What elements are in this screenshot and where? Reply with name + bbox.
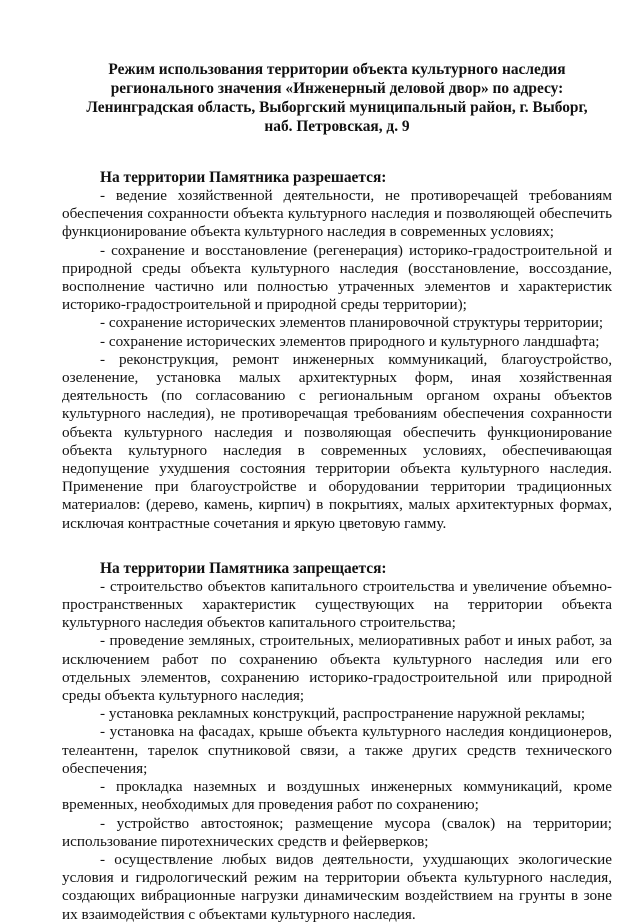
- allowed-section: [62, 168, 612, 533]
- allowed-heading: На территории Памятника разрешается:: [100, 169, 387, 186]
- allowed-item: - реконструкция, ремонт инженерных коммуникаций, благоустройство, озеленение, установка малых архитектурных форм, иная хозяйственная деятельность (по согласованию с региональным органом охраны объектов культурного наследия), не противоречащая требованиям обеспечения сохранности объекта культурного наследия и позволяющая обеспечить функционирование объекта культурного наследия в современных условиях, обеспечивающая недопущение ухудшения состояния территории объекта культурного наследия. Применение при благоустройстве и оборудовании территории традиционных материалов: (дерево, камень, кирпич) в покрытиях, малых архитектурных формах, исключая контрастные сочетания и яркую цветовую гамму.: [62, 350, 612, 532]
- forbidden-item: - строительство объектов капитального строительства и увеличение объемно-пространственных характеристик существующих на территории объекта культурного наследия объектов капитального строительства;: [62, 577, 612, 632]
- document-page: [62, 60, 612, 924]
- forbidden-section: [62, 559, 612, 924]
- section-spacer: [62, 533, 612, 559]
- title-line-1: Режим использования территории объекта культурного наследия: [108, 61, 566, 78]
- title-line-2: регионального значения «Инженерный деловой двор» по адресу:: [110, 80, 564, 97]
- allowed-item: - сохранение исторических элементов планировочной структуры территории;: [100, 314, 604, 332]
- title-line-3: Ленинградская область, Выборгский муниципальный район, г. Выборг,: [86, 99, 588, 116]
- allowed-item: - сохранение и восстановление (регенерация) историко-градостроительной и природной среды объекта культурного наследия (восстановление, воссоздание, восполнение частично или полностью утраченных элементов и характеристик историко-градостроительной и природной среды территории);: [62, 241, 612, 314]
- title-line-4: наб. Петровская, д. 9: [264, 118, 410, 135]
- forbidden-heading: На территории Памятника запрещается:: [100, 559, 387, 577]
- forbidden-item: - устройство автостоянок; размещение мусора (свалок) на территории; использование пиротехнических средств и фейерверков;: [62, 814, 612, 850]
- forbidden-item: - проведение земляных, строительных, мелиоративных работ и иных работ, за исключением работ по сохранению объекта культурного наследия или его отдельных элементов, сохранению историко-градостроительной или природной среды объекта культурного наследия;: [62, 632, 612, 705]
- forbidden-item: - осуществление любых видов деятельности, ухудшающих экологические условия и гидрологический режим на территории объекта культурного наследия, создающих вибрационные нагрузки динамическим воздействием на грунты в зоне их взаимодействия с объектами культурного наследия.: [62, 850, 612, 923]
- forbidden-item: - установка рекламных конструкций, распространение наружной рекламы;: [100, 705, 586, 723]
- allowed-item: - ведение хозяйственной деятельности, не противоречащей требованиям обеспечения сохранности объекта культурного наследия и позволяющей обеспечить функционирование объекта культурного наследия в современных условиях;: [62, 187, 612, 241]
- forbidden-item: - установка на фасадах, крыше объекта культурного наследия кондиционеров, телеантенн, тарелок спутниковой связи, а также других средств технического обеспечения;: [62, 723, 612, 777]
- allowed-item: - сохранение исторических элементов природного и культурного ландшафта;: [100, 332, 600, 350]
- forbidden-item: - прокладка наземных и воздушных инженерных коммуникаций, кроме временных, необходимых для проведения работ по сохранению;: [62, 778, 612, 814]
- document-title: [62, 60, 612, 136]
